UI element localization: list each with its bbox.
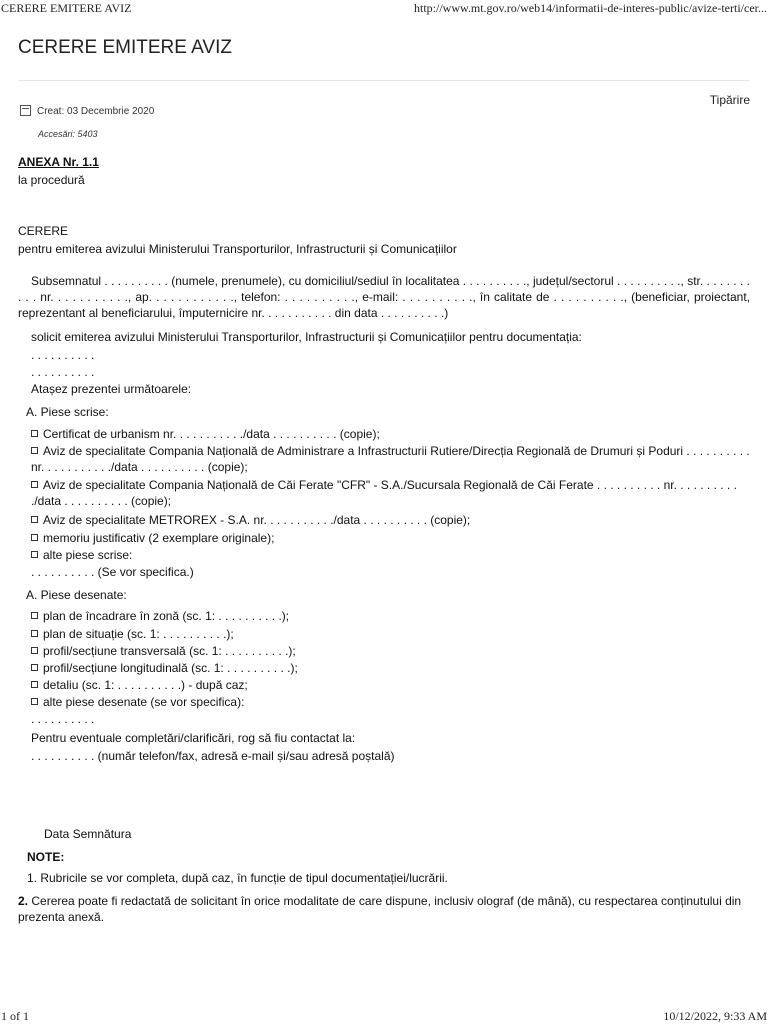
documentatie-dots-2: . . . . . . . . . . [31,365,95,379]
documentatie-dots-1: . . . . . . . . . . [31,348,95,362]
list-item: profil/secțiune transversală (sc. 1: . . . . . . . . . .); [31,643,296,659]
page-title: CERERE EMITERE AVIZ [18,37,232,58]
checkbox-square-icon [31,698,38,705]
page-count: 1 of 1 [1,1008,29,1023]
procedura-text: la procedură [18,173,85,187]
checkbox-square-icon [31,481,38,488]
list-item: Aviz de specialitate Compania Națională de Căi Ferate "CFR" - S.A./Sucursala Regională de Căi Ferate . . . . . . . . . . nr. . . . . . . . . . ./data . . . . . . . . . . (copie); [31,478,737,508]
data-semnatura: Data Semnătura [44,827,132,841]
list-item: Aviz de specialitate METROREX - S.A. nr. . . . . . . . . . ./data . . . . . . . . . . (copie); [31,512,470,528]
checkbox-square-icon [31,551,38,558]
checkbox-square-icon [31,647,38,654]
list-item: Certificat de urbanism nr. . . . . . . . . . ./data . . . . . . . . . . (copie); [31,426,380,442]
anexa-heading: ANEXA Nr. 1.1 [18,155,99,169]
checkbox-square-icon [31,430,38,437]
list-item: alte piese scrise: [31,547,132,563]
list-item: alte piese desenate (se vor specifica): [31,694,244,710]
list-item: plan de încadrare în zonă (sc. 1: . . . . . . . . . .); [31,608,289,624]
print-link[interactable]: Tipărire [709,93,750,107]
created-date: Creat: 03 Decembrie 2020 [37,106,155,117]
checkbox-square-icon [31,630,38,637]
checkbox-square-icon [31,534,38,541]
note-1: 1. Rubricile se vor completa, după caz, în funcție de tipul documentației/lucrării. [27,871,448,885]
note-heading: NOTE: [27,850,65,864]
piese-desenate-heading: A. Piese desenate: [26,588,127,602]
list-item: Aviz de specialitate Compania Națională de Administrare a Infrastructurii Rutiere/Direcția Regională de Drumuri și Poduri . . . . . . . . . . nr. . . . . . . . . . ./data . . . . . . . . . . (copie); [31,444,750,474]
checkbox-square-icon [31,447,38,454]
print-footer [0,1008,768,1024]
title-divider [18,80,750,81]
atasez-text: Atașez prezentei următoarele: [31,382,192,396]
print-header [0,0,768,16]
subsemnatul-paragraph: Subsemnatul . . . . . . . . . . (numele, prenumele), cu domiciliul/sediul în localitatea . . . . . . . . . ., județul/sectorul . . . . . . . . . ., str. . . . . . . . . . . nr. . . . . . . . . . ., ap. . . . . . . . . . . ., telefon: . . . . . . . . . ., e-mail: . . . . . . . . . ., în calitate de . . . . . . . . . ., (beneficiar, proiectant, reprezentant al beneficiarului, împuternicire nr. . . . . . . . . . . din data . . . . . . . . . .) [18,274,750,320]
cerere-subtitle: pentru emiterea avizului Ministerului Transporturilor, Infrastructurii și Comunicațiilor [18,242,457,256]
desenate-dots: . . . . . . . . . . [31,712,95,726]
checkbox-square-icon [31,516,38,523]
list-item: profil/secțiune longitudinală (sc. 1: . . . . . . . . . .); [31,660,298,676]
scrise-specifica: . . . . . . . . . . (Se vor specifica.) [31,565,194,579]
contact-text: Pentru eventuale completări/clarificări, rog să fiu contactat la: [31,731,356,745]
cerere-heading: CERERE [18,224,69,238]
list-item: detaliu (sc. 1: . . . . . . . . . .) - după caz; [31,677,248,693]
article-meta [20,105,154,139]
note-2: 2. Cererea poate fi redactată de solicitant în orice modalitate de care dispune, inclusiv olograf (de mână), cu respectarea conținutului din prezenta anexă. [18,894,742,924]
print-header-title: CERERE EMITERE AVIZ [1,0,132,15]
contact-dots: . . . . . . . . . . (număr telefon/fax, adresă e-mail și/sau adresă poștală) [31,749,395,763]
view-count: Accesări: 5403 [38,129,98,139]
print-header-url[interactable]: http://www.mt.gov.ro/web14/informatii-de-interes-public/avize-terti/cer... [413,0,767,15]
piese-scrise-heading: A. Piese scrise: [26,405,109,419]
print-timestamp: 10/12/2022, 9:33 AM [663,1008,767,1023]
list-item: plan de situație (sc. 1: . . . . . . . . . .); [31,626,234,642]
checkbox-square-icon [31,612,38,619]
list-item: memoriu justificativ (2 exemplare originale); [31,530,274,546]
solicit-text: solicit emiterea avizului Ministerului Transporturilor, Infrastructurii și Comunicațiilor pentru documentația: [31,330,582,344]
checkbox-square-icon [31,681,38,688]
calendar-icon [20,105,31,116]
checkbox-square-icon [31,664,38,671]
